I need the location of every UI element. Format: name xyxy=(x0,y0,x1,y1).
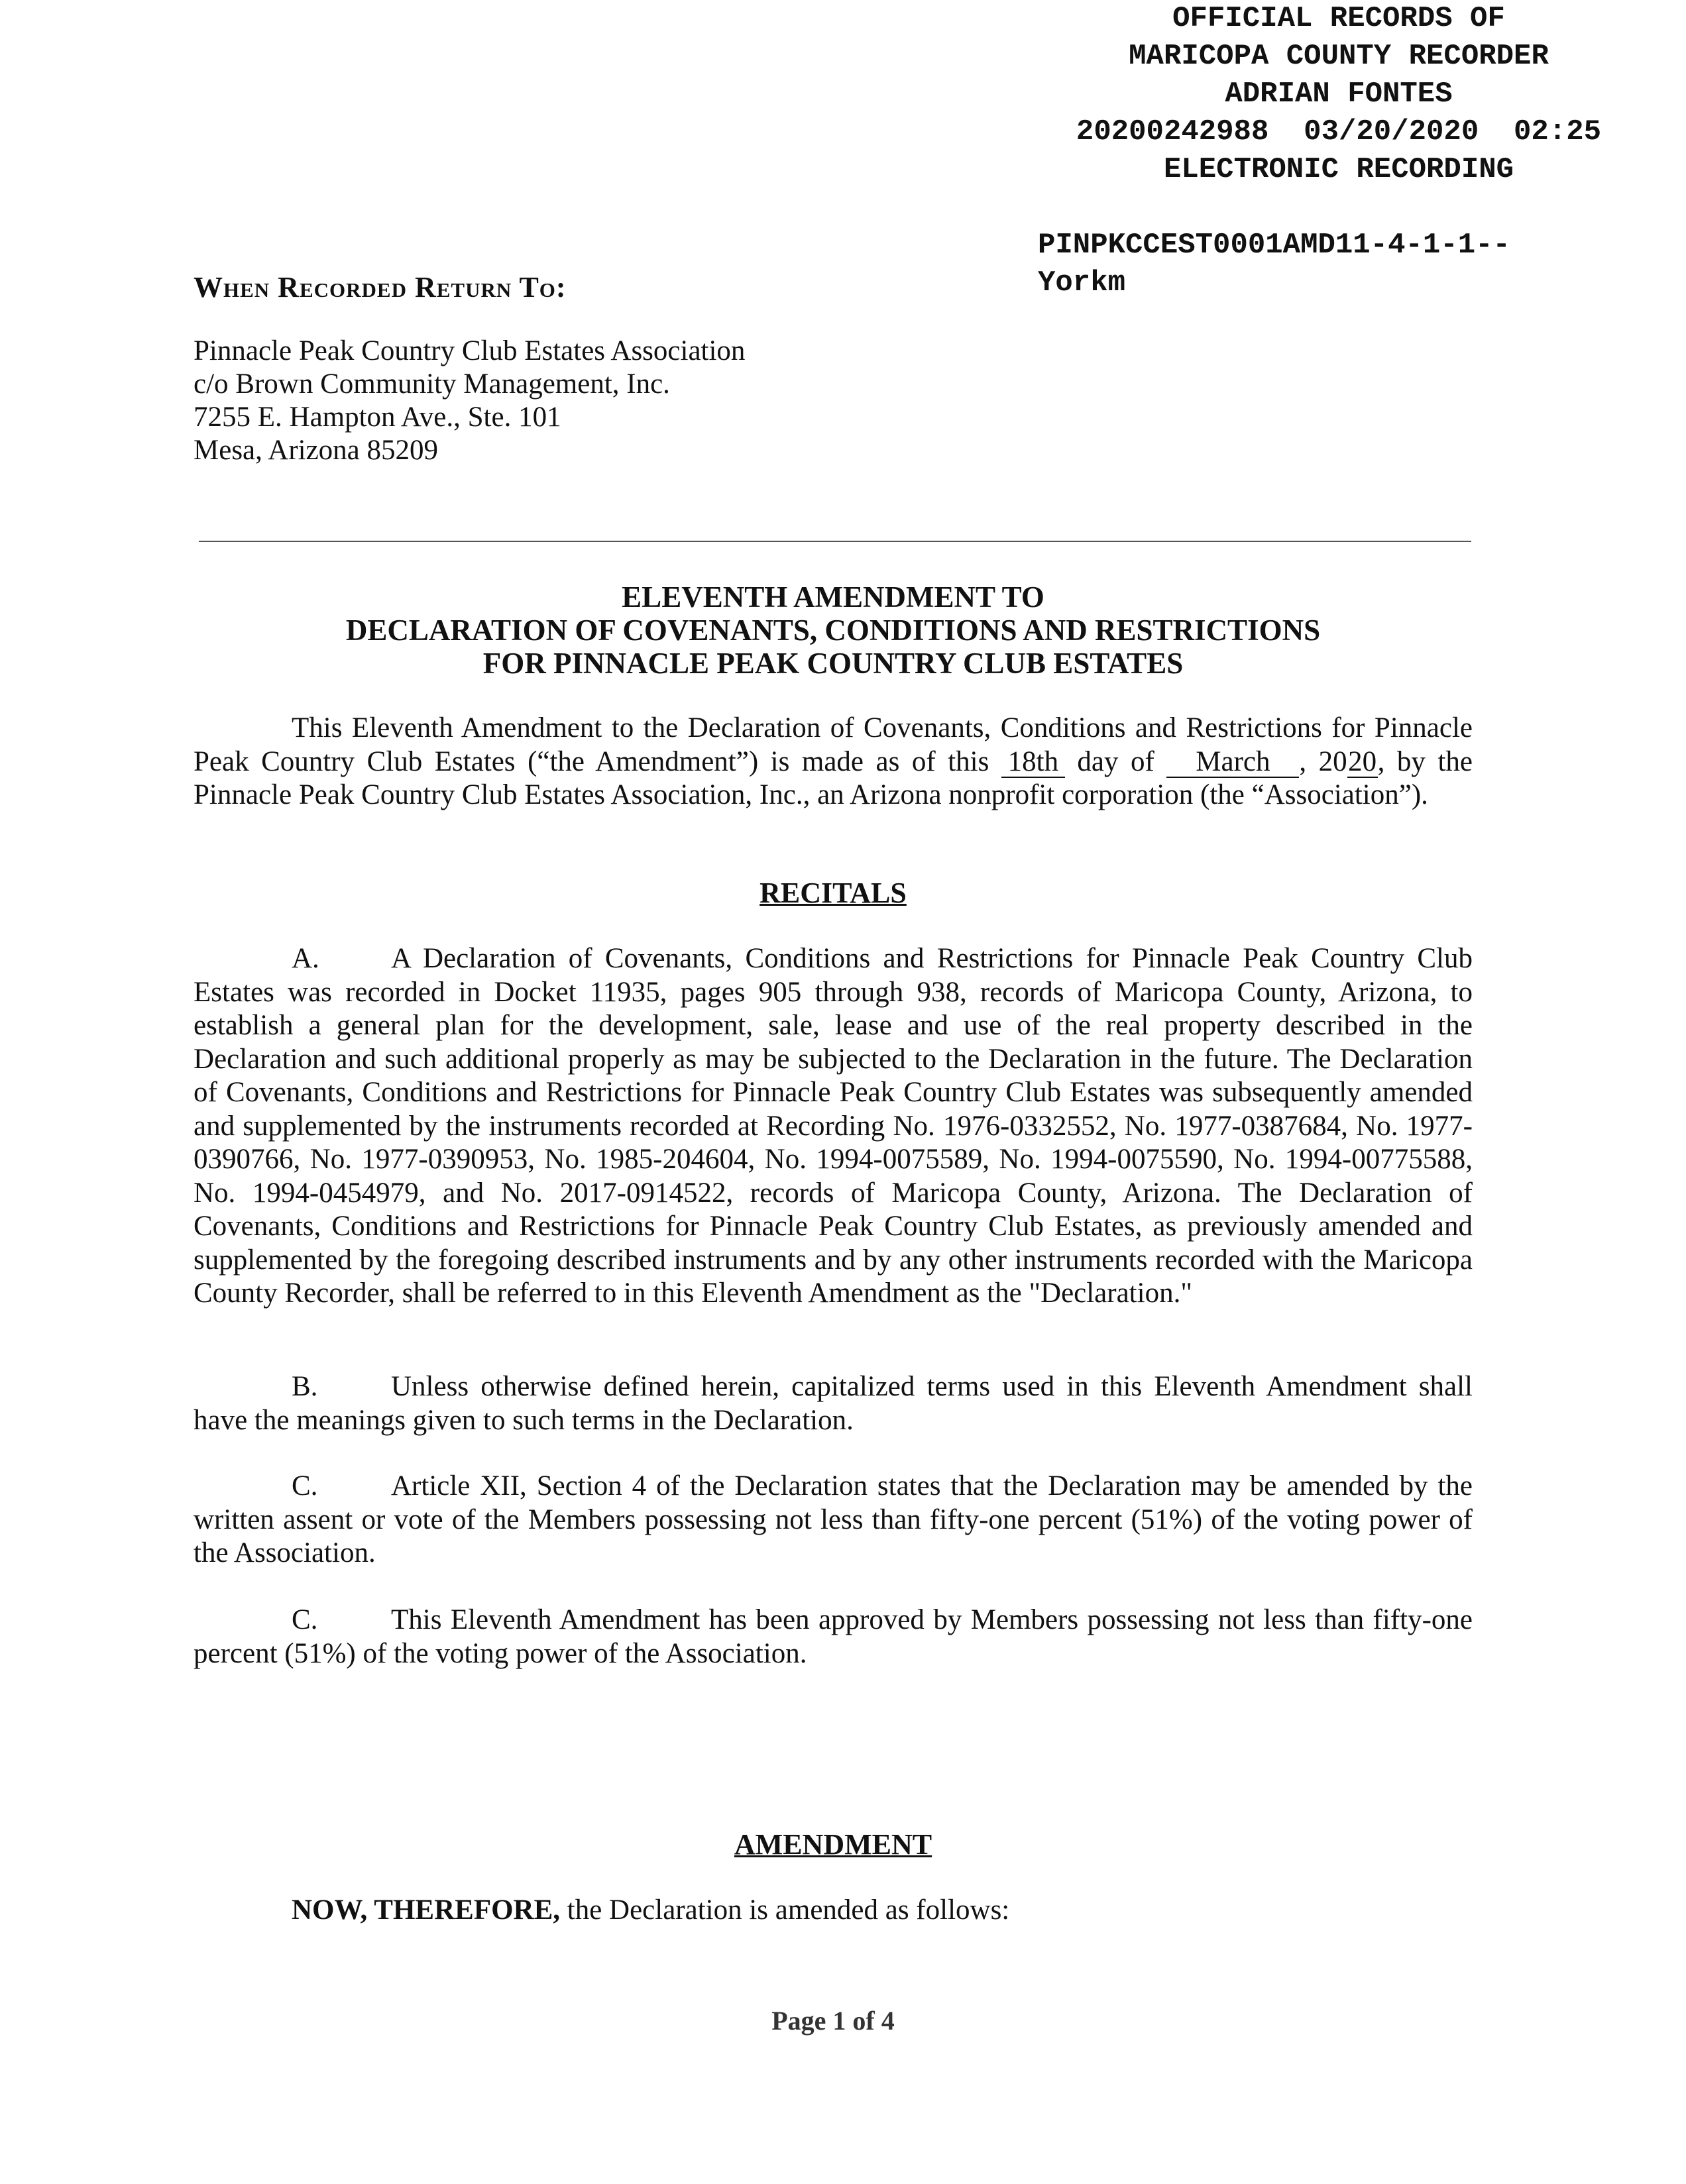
recital-c xyxy=(194,1470,1473,1570)
stamp-line: ELECTRONIC RECORDING xyxy=(1163,153,1514,186)
recital-text: Article XII, Section 4 of the Declaration states that the Declaration may be amended by the written assent or vote of the Members possessing not less than fifty-one percent (51%) of the voting power of the Association. xyxy=(194,1470,1473,1568)
title-line: FOR PINNACLE PEAK COUNTRY CLUB ESTATES xyxy=(482,647,1184,680)
recital-c-second xyxy=(194,1604,1473,1670)
year-blank: 20 xyxy=(1348,745,1377,777)
page-number: Page 1 of 4 xyxy=(771,2006,895,2036)
document-title xyxy=(194,580,1473,680)
recording-stamp xyxy=(1021,0,1657,189)
return-to-heading: When Recorded Return To: xyxy=(194,271,567,303)
month-blank: March xyxy=(1166,747,1299,778)
horizontal-rule xyxy=(199,541,1471,542)
intro-text: , 20 xyxy=(1299,745,1347,777)
intro-text: , by the Pinnacle Peak Country Club Estates Association, Inc., an Arizona nonprofit corporation (the “Association”). xyxy=(194,745,1473,810)
address-line: c/o Brown Community Management, Inc. xyxy=(194,368,670,400)
day-blank: 18th xyxy=(1001,747,1065,778)
intro-text: day of xyxy=(1077,745,1154,777)
amendment-intro-text: the Declaration is amended as follows: xyxy=(560,1894,1010,1926)
recording-code-line: Yorkm xyxy=(1038,266,1126,300)
recording-code xyxy=(1038,227,1510,302)
intro-paragraph xyxy=(194,712,1473,812)
stamp-line: OFFICIAL RECORDS OF xyxy=(1172,2,1505,35)
stamp-recording-number: 20200242988 03/20/2020 02:25 xyxy=(1076,115,1602,148)
recital-label: A. xyxy=(292,943,319,974)
recording-code-line: PINPKCCEST0001AMD11-4-1-1-- xyxy=(1038,229,1510,262)
title-line: ELEVENTH AMENDMENT TO xyxy=(622,580,1044,614)
amendment-intro xyxy=(292,1894,1009,1926)
address-line: Pinnacle Peak Country Club Estates Association xyxy=(194,335,746,366)
now-therefore: NOW, THEREFORE, xyxy=(292,1894,561,1926)
stamp-line: MARICOPA COUNTY RECORDER xyxy=(1129,40,1549,73)
recital-text: This Eleventh Amendment has been approved by Members possessing not less than fifty-one percent (51%) of the voting power of the Association. xyxy=(194,1604,1473,1669)
amendment-heading: AMENDMENT xyxy=(734,1828,932,1861)
recitals-heading: RECITALS xyxy=(759,877,907,909)
address-line: Mesa, Arizona 85209 xyxy=(194,435,439,466)
intro-text: This Eleventh Amendment to the Declaration of Covenants, Conditions and Restrictions for Pinnacle Peak Country Club Estates (“the Amendment”) is made as of this xyxy=(194,712,1473,777)
recital-a xyxy=(194,942,1473,1311)
stamp-line: ADRIAN FONTES xyxy=(1225,78,1453,111)
recital-text: Unless otherwise defined herein, capitalized terms used in this Eleventh Amendment shall have the meanings given to such terms in the Declaration. xyxy=(194,1371,1473,1436)
recital-text: A Declaration of Covenants, Conditions and Restrictions for Pinnacle Peak Country Club Estates was recorded in Docket 11935, pages 905 through 938, records of Maricopa County, Arizona, to establish a general plan for the development, sale, lease and use of the real property described in the Declaration and such additional properly as may be subjected to the Declaration in the future. The Declaration of Covenants, Conditions and Restrictions for Pinnacle Peak Country Club Estates was subsequently amended and supplemented by the instruments recorded at Recording No. 1976-0332552, No. 1977-0387684, No. 1977-0390766, No. 1977-0390953, No. 1985-204604, No. 1994-0075589, No. 1994-0075590, No. 1994-00775588, No. 1994-0454979, and No. 2017-0914522, records of Maricopa County, Arizona. The Declaration of Covenants, Conditions and Restrictions for Pinnacle Peak Country Club Estates, as previously amended and supplemented by the foregoing described instruments and by any other instruments recorded with the Maricopa County Recorder, shall be referred to in this Eleventh Amendment as the "Declaration." xyxy=(194,943,1473,1309)
title-line: DECLARATION OF COVENANTS, CONDITIONS AND RESTRICTIONS xyxy=(345,614,1321,647)
recital-label: B. xyxy=(292,1371,318,1402)
recital-label: C. xyxy=(292,1470,318,1502)
recital-b xyxy=(194,1370,1473,1437)
recital-label: C. xyxy=(292,1604,318,1635)
address-line: 7255 E. Hampton Ave., Ste. 101 xyxy=(194,402,561,433)
return-address xyxy=(194,335,745,467)
